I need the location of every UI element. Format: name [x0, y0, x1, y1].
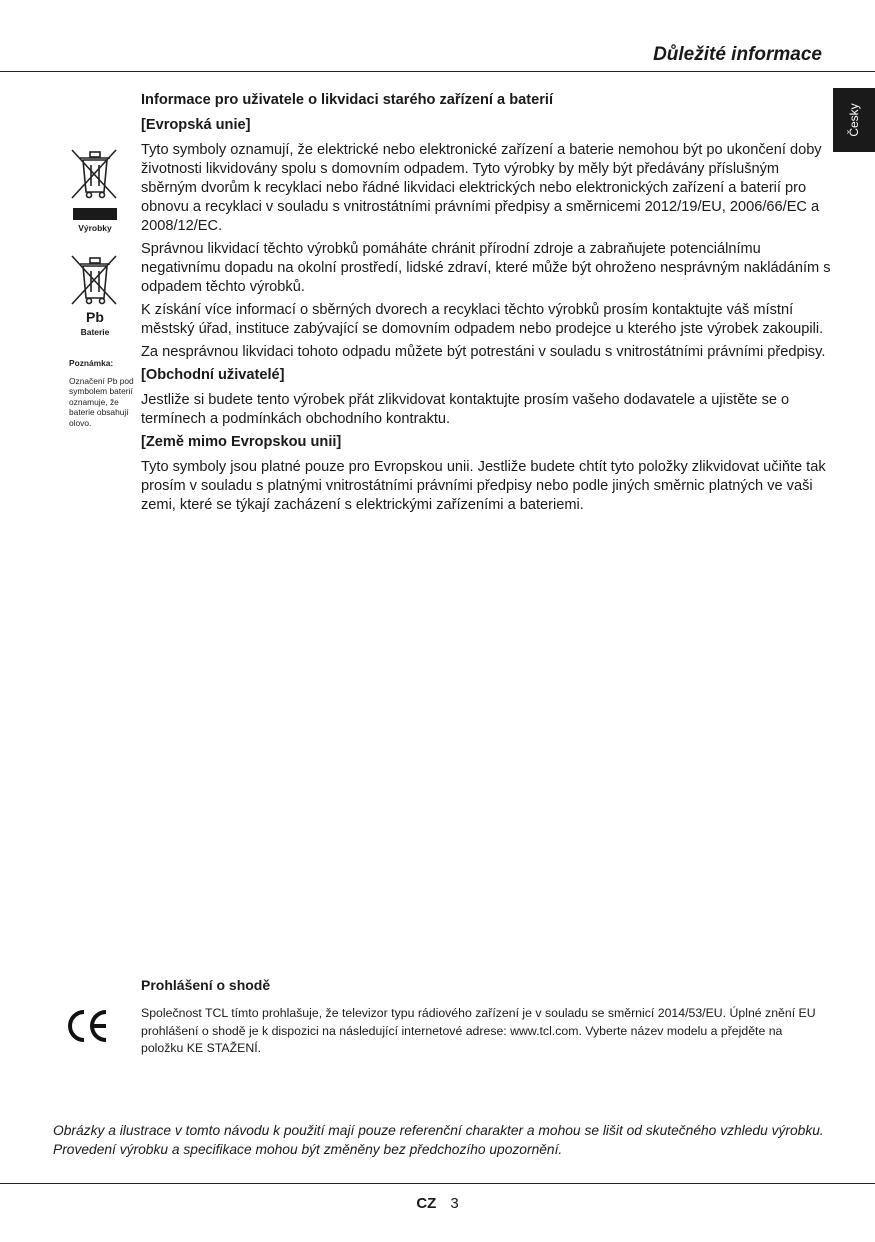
header-divider	[0, 71, 875, 72]
products-bar	[73, 208, 117, 220]
page-number: 3	[450, 1195, 459, 1212]
language-code: CZ	[416, 1195, 437, 1212]
disclaimer-text: Obrázky a ilustrace v tomto návodu k použití mají pouze referenční charakter a mohou se lišit od skutečného vzhledu výrobku. Provedení výrobku a specifikace mohou být změněny bez předchozího upozornění.	[53, 1123, 824, 1157]
non-eu-heading: [Země mimo Evropskou unii]	[141, 434, 342, 450]
ce-mark-icon	[64, 1008, 112, 1049]
section-title: Informace pro uživatele o likvidaci starého zařízení a baterií	[141, 92, 554, 108]
main-content	[141, 91, 831, 519]
crossed-bin-icon	[70, 252, 120, 308]
products-label: Výrobky	[78, 223, 112, 233]
language-tab	[833, 88, 875, 152]
language-tab-label: Česky	[847, 103, 861, 137]
page-footer	[0, 1195, 875, 1212]
crossed-bin-icon	[70, 146, 120, 206]
business-paragraph: Jestliže si budete tento výrobek přát zlikvidovat kontaktujte prosím vašeho dodavatele a ujistěte se o termínech a podmínkách obchodního kontraktu.	[141, 392, 790, 427]
business-heading: [Obchodní uživatelé]	[141, 367, 285, 383]
eu-paragraph-4: Za nesprávnou likvidaci tohoto odpadu můžete být potrestáni v souladu s vnitrostátními právními předpisy.	[141, 344, 826, 360]
note-text: Označení Pb pod symbolem baterií oznamuje, že baterie obsahují olovo.	[69, 375, 134, 428]
eu-heading: [Evropská unie]	[141, 117, 251, 133]
note-title: Poznámka:	[69, 358, 114, 368]
page-title: Důležité informace	[653, 44, 822, 65]
footer-divider	[0, 1183, 875, 1184]
non-eu-paragraph: Tyto symboly jsou platné pouze pro Evropskou unii. Jestliže budete chtít tyto položky zlikvidovat učiňte tak prosím v souladu s platnými vnitrostátními právními předpisy nebo podle jiných směrnic platných ve vaši zemi, které se týkají zacházení s elektrickými zařízeními a bateriemi.	[141, 459, 826, 513]
eu-paragraph-2: Správnou likvidací těchto výrobků pomáháte chránit přírodní zdroje a zabraňujete potenciálnímu negativnímu dopadu na okolní prostředí, lidské zdraví, které může být ohroženo nesprávným nakládáním s odpadem těchto výrobků.	[141, 241, 831, 295]
weee-products-symbol	[56, 146, 134, 233]
pb-label: Pb	[86, 309, 104, 325]
eu-paragraph-3: K získání více informací o sběrných dvorech a recyklaci těchto výrobků prosím kontaktujte váš místní městský úřad, instituce zabývající se domovním odpadem nebo prodejce u kterého jste výrobek zakoupili.	[141, 302, 824, 337]
eu-paragraph-1: Tyto symboly oznamují, že elektrické nebo elektronické zařízení a baterie nemohou být po ukončení doby životnosti likvidovány spolu s domovním odpadem. Tyto výrobky by měly být předávány příslušným sběrným dvorům k recyklaci nebo řádné likvidaci elektrických nebo elektronických zařízení a baterií pro obnovu a recyklaci v souladu s vnitrostátními právními předpisy a směrnicemi 2012/19/EU, 2006/66/EC a 2008/12/EC.	[141, 142, 822, 234]
sidebar-note	[69, 358, 139, 428]
battery-label: Baterie	[80, 327, 110, 337]
declaration-text: Společnost TCL tímto prohlašuje, že televizor typu rádiového zařízení je v souladu se směrnicí 2014/53/EU. Úplné znění EU prohlášení o shodě je k dispozici na následující internetové adrese: www.tcl.com. Vyberte název modelu a přejděte na položku KE STAŽENÍ.	[141, 1006, 816, 1055]
weee-battery-symbol	[56, 252, 134, 337]
declaration-title: Prohlášení o shodě	[141, 977, 271, 993]
